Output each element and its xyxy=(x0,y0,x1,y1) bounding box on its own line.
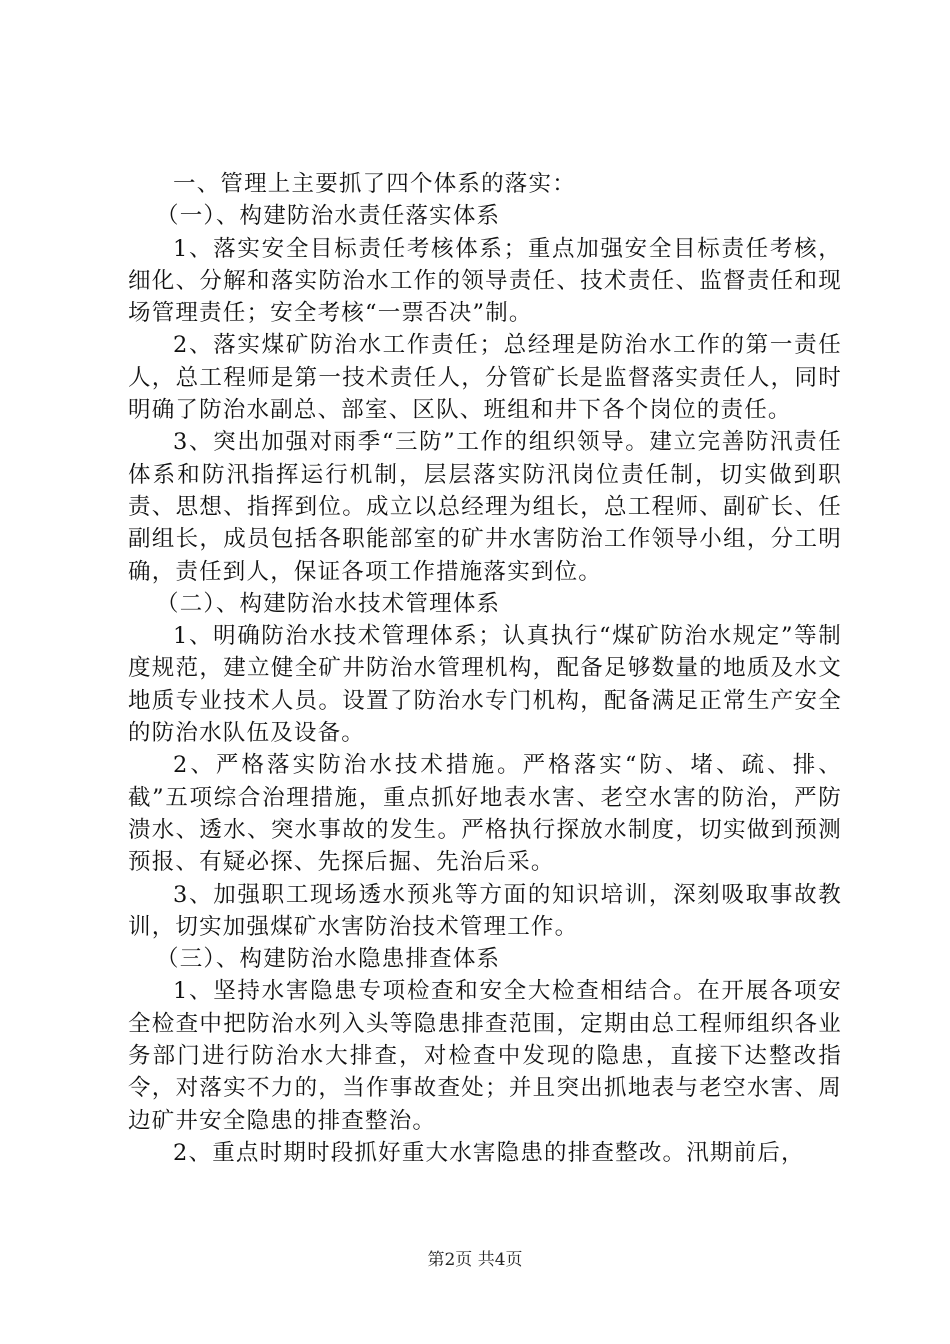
section-2-paragraph-3: 3、加强职工现场透水预兆等方面的知识培训，深刻吸取事故教训，切实加强煤矿水害防治技术管理工作。 xyxy=(128,881,842,940)
section-2-paragraph-1: 1、明确防治水技术管理体系；认真执行“煤矿防治水规定”等制度规范，建立健全矿井防治水管理机构，配备足够数量的地质及水文地质专业技术人员。设置了防治水专门机构，配备满足正常生产安全的防治水队伍及设备。 xyxy=(128,623,842,747)
section-3-paragraph-1: 1、坚持水害隐患专项检查和安全大检查相结合。在开展各项安全检查中把防治水列入头等隐患排查范围，定期由总工程师组织各业务部门进行防治水大排查，对检查中发现的隐患，直接下达整改指令，对落实不力的，当作事故查处；并且突出抓地表与老空水害、周边矿井安全隐患的排查整治。 xyxy=(128,978,842,1134)
section-2-title: （二）、构建防治水技术管理体系 xyxy=(156,590,501,617)
section-1-paragraph-2: 2、落实煤矿防治水工作责任；总经理是防治水工作的第一责任人，总工程师是第一技术责任人，分管矿长是监督落实责任人，同时明确了防治水副总、部室、区队、班组和井下各个岗位的责任。 xyxy=(128,332,842,424)
section-1-paragraph-3: 3、突出加强对雨季“三防”工作的组织领导。建立完善防汛责任体系和防汛指挥运行机制，层层落实防汛岗位责任制，切实做到职责、思想、指挥到位。成立以总经理为组长，总工程师、副矿长、任副组长，成员包括各职能部室的矿井水害防治工作领导小组，分工明确，责任到人，保证各项工作措施落实到位。 xyxy=(128,429,842,585)
section-1-title: （一）、构建防治水责任落实体系 xyxy=(156,203,501,230)
section-2-paragraph-2: 2、严格落实防治水技术措施。严格落实“防、堵、疏、排、截”五项综合治理措施，重点抓好地表水害、老空水害的防治，严防溃水、透水、突水事故的发生。严格执行探放水制度，切实做到预测预报、有疑必探、先探后掘、先治后采。 xyxy=(128,752,842,876)
main-heading: 一、管理上主要抓了四个体系的落实： xyxy=(173,171,576,197)
page-number-footer: 第2页 共4页 xyxy=(427,1250,523,1270)
section-3-title: （三）、构建防治水隐患排查体系 xyxy=(156,946,501,973)
section-3-paragraph-2: 2、重点时期时段抓好重大水害隐患的排查整改。汛期前后， xyxy=(173,1139,805,1166)
section-1-paragraph-1: 1、落实安全目标责任考核体系；重点加强安全目标责任考核，细化、分解和落实防治水工作的领导责任、技术责任、监督责任和现场管理责任；安全考核“一票否决”制。 xyxy=(128,235,842,327)
document-body xyxy=(128,168,842,1169)
